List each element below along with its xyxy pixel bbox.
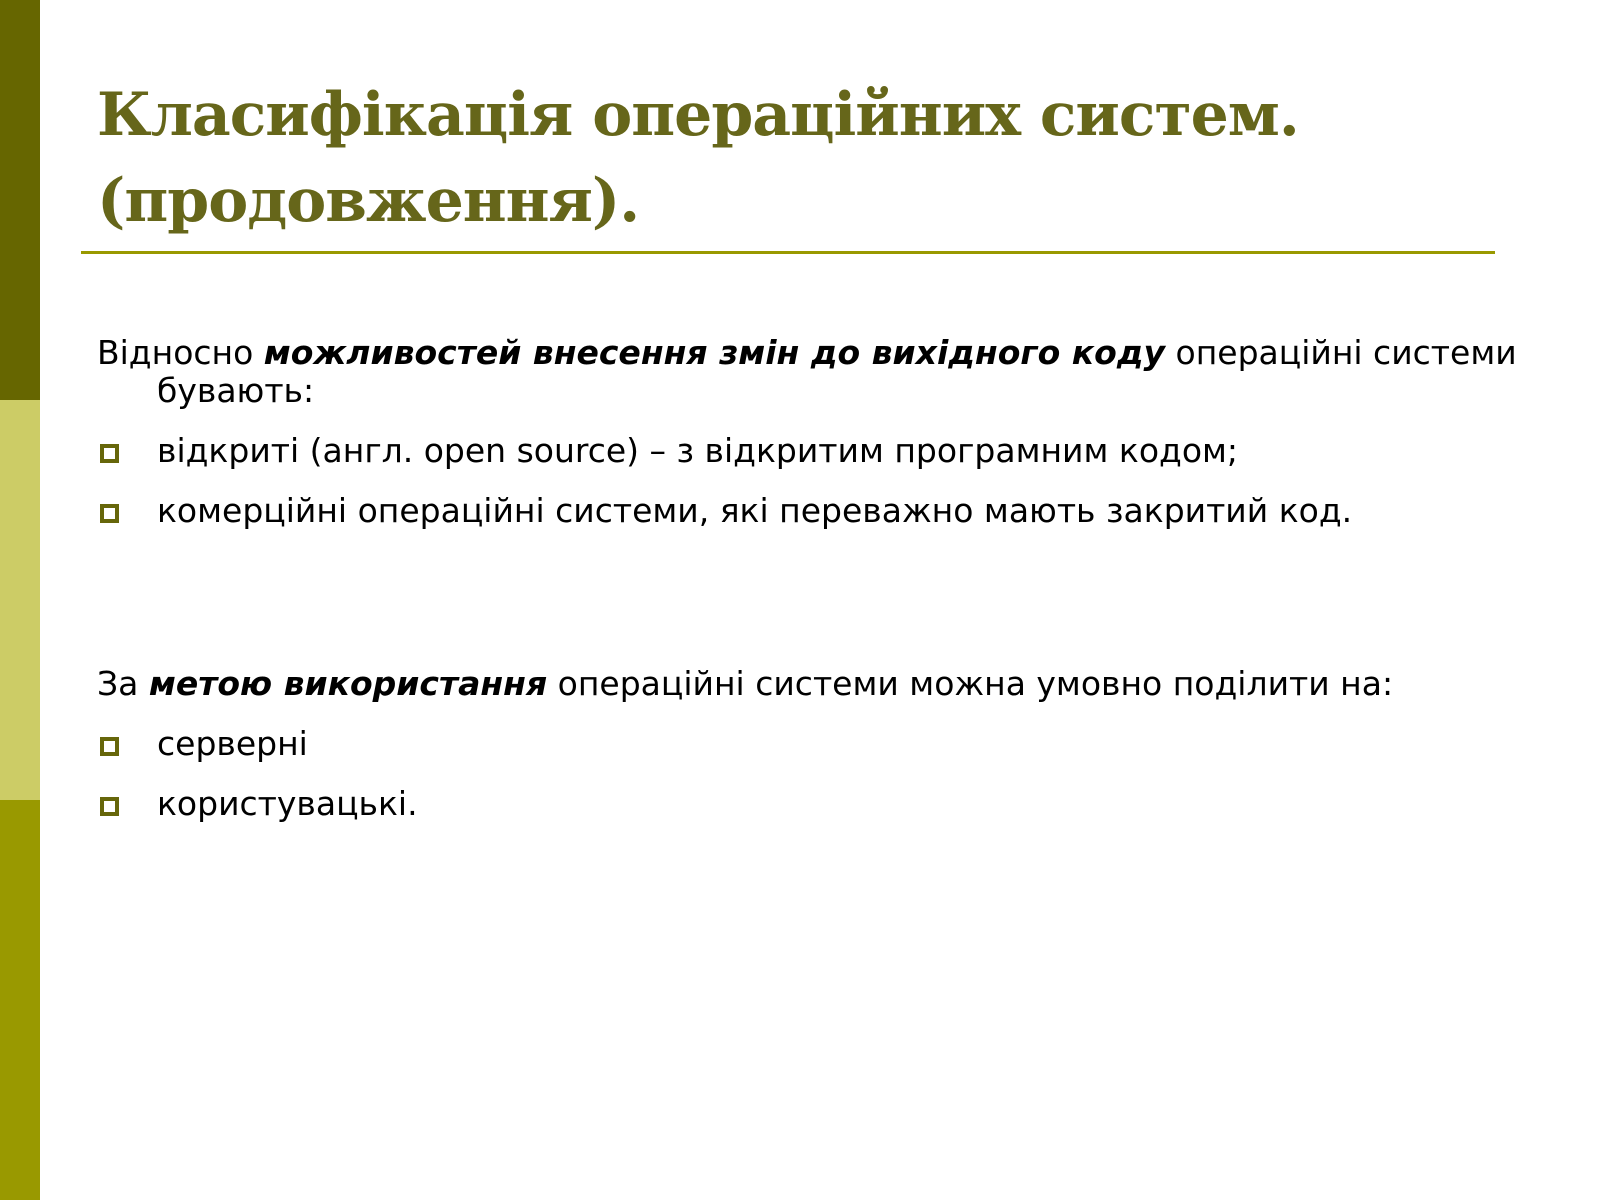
slide-title: [97, 72, 1497, 244]
square-bullet-icon: [100, 797, 119, 816]
section-2-lead-suffix: операційні системи можна умовно поділити на:: [547, 664, 1394, 703]
section-2-lead: [97, 665, 1527, 703]
list-item: [97, 725, 1527, 763]
square-bullet-icon: [100, 444, 119, 463]
section-1-lead-suffix: операційні системи бувають:: [157, 333, 1517, 410]
section-2-lead-prefix: За: [97, 664, 149, 703]
slide-title-line-2: (продовження).: [97, 166, 640, 236]
list-item-text: користувацькі.: [157, 784, 418, 823]
list-item-text: комерційні операційні системи, які переважно мають закритий код.: [157, 491, 1353, 530]
purpose-classification: [97, 665, 1527, 823]
section-1-list: [97, 432, 1527, 530]
list-item-text: серверні: [157, 724, 308, 763]
list-item: [97, 492, 1527, 530]
list-item: [97, 432, 1527, 470]
source-code-classification: [97, 334, 1527, 530]
sidebar-band-middle: [0, 400, 40, 800]
section-2-lead-emphasis: метою використання: [148, 664, 548, 703]
section-2-list: [97, 725, 1527, 823]
list-item: [97, 785, 1527, 823]
section-1-lead-emphasis: можливостей внесення змін до вихідного коду: [263, 333, 1166, 372]
title-divider: [81, 251, 1495, 254]
slide-title-line-1: Класифікація операційних систем.: [97, 80, 1299, 150]
sidebar-decoration: [0, 0, 40, 1200]
square-bullet-icon: [100, 737, 119, 756]
sidebar-band-bottom: [0, 800, 40, 1200]
square-bullet-icon: [100, 504, 119, 523]
section-1-lead: [97, 334, 1527, 410]
list-item-text: відкриті (англ. open source) – з відкритим програмним кодом;: [157, 431, 1239, 470]
sidebar-band-top: [0, 0, 40, 400]
section-1-lead-prefix: Відносно: [97, 333, 264, 372]
